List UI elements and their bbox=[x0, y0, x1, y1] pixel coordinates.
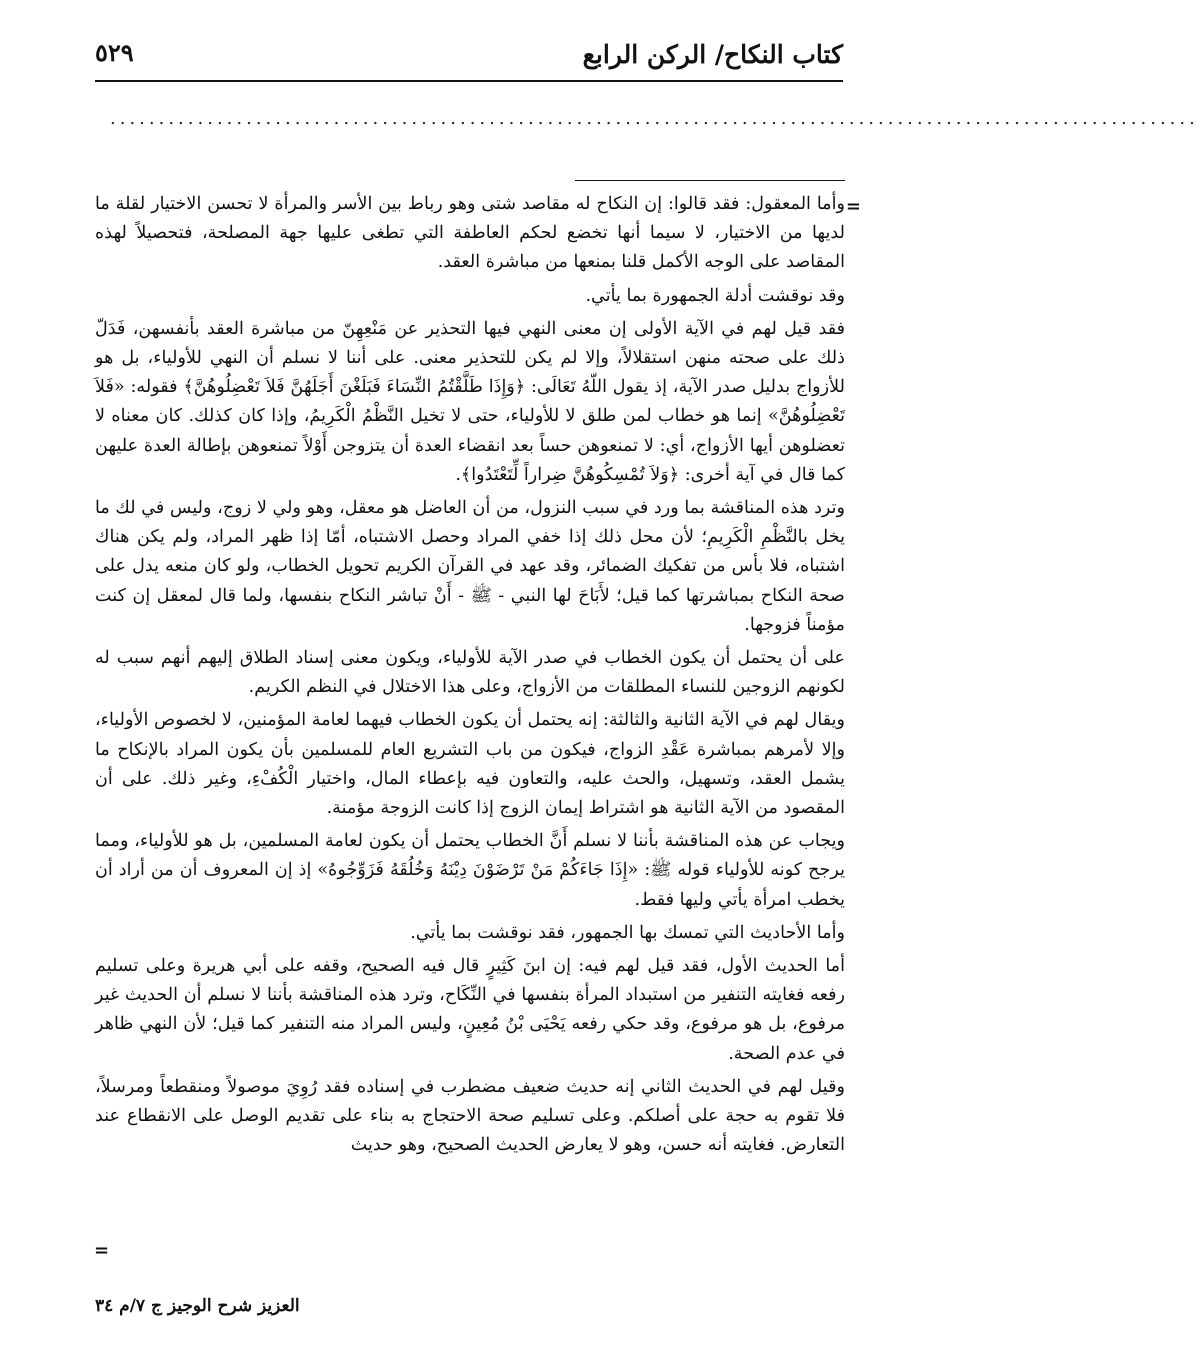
paragraph-8: وأما الأحاديث التي تمسك بها الجمهور، فقد نوقشت بما يأتي. bbox=[410, 922, 845, 943]
paragraph-7: ويجاب عن هذه المناقشة بأننا لا نسلم أَنَّ الخطاب يحتمل أن يكون لعامة المسلمين، بل هو للأولياء، ومما يرجح كونه للأولياء قوله ﷺ: «إِذَا جَاءَكُمْ مَنْ تَرْضَوْنَ دِيْنَهُ وَخُلُقَهُ فَزَوِّجُوهُ» إذ إن المعروف أن من أراد أن يخطب امرأة يأتي وليها فقط. bbox=[95, 831, 845, 910]
page-number: ٥٢٩ bbox=[95, 38, 134, 67]
paragraph-4: وترد هذه المناقشة بما ورد في سبب النزول، من أن العاضل هو معقل، وهو ولي لا زوج، وليس في لك ما يخل بالنَّظْمِ الْكَرِيمِ؛ لأن محل ذلك إذا خفي المراد وحصل الاشتباه، أمّا إذا ظهر المراد، ولم يكن هناك اشتباه، فلا بأس من تفكيك الضمائر، وقد عهد في القرآن الكريم تحويل الخطاب، ولو كان منعه يدل على صحة النكاح بمباشرتها كما قيل؛ لأَبَاحَ لها النبي - ﷺ - أَنْ تباشر النكاح بنفسها، ولما قال لمعقل إن كنت مؤمناً فزوجها. bbox=[95, 498, 845, 635]
footnote-body bbox=[95, 190, 845, 1165]
paragraph-9: أما الحديث الأول، فقد قيل لهم فيه: إن ابنَ كَثِيرٍ قال فيه الصحيح، وقفه على أبي هريرة وعلى تسليم رفعه فغايته التنفير من استبداد المرأة بنفسها في النِّكَاح، وترد هذه المناقشة بأننا لا نسلم أن الحديث غير مرفوع، بل هو مرفوع، وقد حكي رفعه يَحْيَى بْنُ مُعِينٍ، وليس المراد منه التنفير كما قيل؛ لأن النهي ظاهر في عدم الصحة. bbox=[95, 956, 845, 1064]
continuation-mark-top: = bbox=[845, 196, 861, 217]
running-title: كتاب النكاح/ الركن الرابع bbox=[582, 40, 843, 69]
book-signature: العزيز شرح الوجيز ج ٧/م ٣٤ bbox=[95, 1296, 300, 1316]
continuation-mark-bottom: = bbox=[94, 1240, 110, 1261]
page-header bbox=[95, 34, 843, 82]
paragraph-2: وقد نوقشت أدلة الجمهورة بما يأتي. bbox=[585, 285, 845, 306]
paragraph-10: وقيل لهم في الحديث الثاني إنه حديث ضعيف مضطرب في إسناده فقد رُوِيَ موصولاً ومنقطعاً ومرسلاً، فلا تقوم به حجة على أصلكم. وعلى تسليم صحة الاحتجاج به بناء على تقديم الوصل على الانقطاع عند التعارض. فغايته أنه حسن، وهو لا يعارض الحديث الصحيح، وهو حديث bbox=[95, 1076, 845, 1156]
dotted-separator: ................................................................................................................ bbox=[110, 108, 1199, 129]
page-footer bbox=[95, 1296, 533, 1316]
paragraph-6: ويقال لهم في الآية الثانية والثالثة: إنه يحتمل أن يكون الخطاب فيهما لعامة المؤمنين، لا لخصوص الأولياء، وإلا لأمرهم بمباشرة عَقْدِ الزواج، فيكون من باب التشريع العام للمسلمين بأن يكون المراد بالإنكاح ما يشمل العقد، وتسهيل، والحث عليه، والتعاون فيه بإعطاء المال، واختيار الْكُفْءِ، وغير ذلك. على أن المقصود من الآية الثانية هو اشتراط إيمان الزوج إذا كانت الزوجة مؤمنة. bbox=[95, 710, 845, 819]
paragraph-5: على أن يحتمل أن يكون الخطاب في صدر الآية للأولياء، ويكون معنى إسناد الطلاق إليهم أنهم سبب له لكونهم الزوجين للنساء المطلقات من الأزواج، وعلى هذا الاختلال في النظم الكريم. bbox=[95, 648, 845, 698]
paragraph-1: وأما المعقول: فقد قالوا: إن النكاح له مقاصد شتى وهو رباط بين الأسر والمرأة لا تحسن الاختيار لقلة ما لديها من الاختيار، لا سيما أنها تخضع لحكم العاطفة التي تطغى عليها جهة المصلحة، فتحصيلاً لهذه المقاصد على الوجه الأكمل قلنا بمنعها من مباشرة العقد. bbox=[95, 194, 845, 273]
paragraph-3: فقد قيل لهم في الآية الأولى إن معنى النهي فيها التحذير عن مَنْعِهِنّ من مباشرة العقد بأنفسهن، فَدَلّ ذلك على صحته منهن استقلالاً، وإلا لم يكن للتحذير معنى. على أننا لا نسلم أن النهي للأولياء، بل هو للأزواج بدليل صدر الآية، إذ يقول اللّهُ تَعَالَى: ﴿وَإِذَا طَلَّقْتُمُ النِّسَاءَ فَبَلَغْنَ أَجَلَهُنَّ فَلاَ تَعْضِلُوهُنَّ﴾ فقوله: «فَلاَ تَعْضِلُوهُنَّ» إنما هو خطاب لمن طلق لا للأولياء، حتى لا تخيل النَّظْمُ الْكَرِيمُ، وإذا كان كذلك. كان معناه لا تعضلوهن أيها الأزواج، أي: لا تمنعوهن حساً بعد انقضاء العدة أن يتزوجن أَوْلاً تمنعوهن بإطالة العدة عليهن كما قال في آية أخرى: ﴿وَلاَ تُمْسِكُوهُنَّ ضِراراً لِّتَعْتَدُوا﴾. bbox=[95, 318, 845, 485]
footnote-rule bbox=[575, 180, 845, 181]
